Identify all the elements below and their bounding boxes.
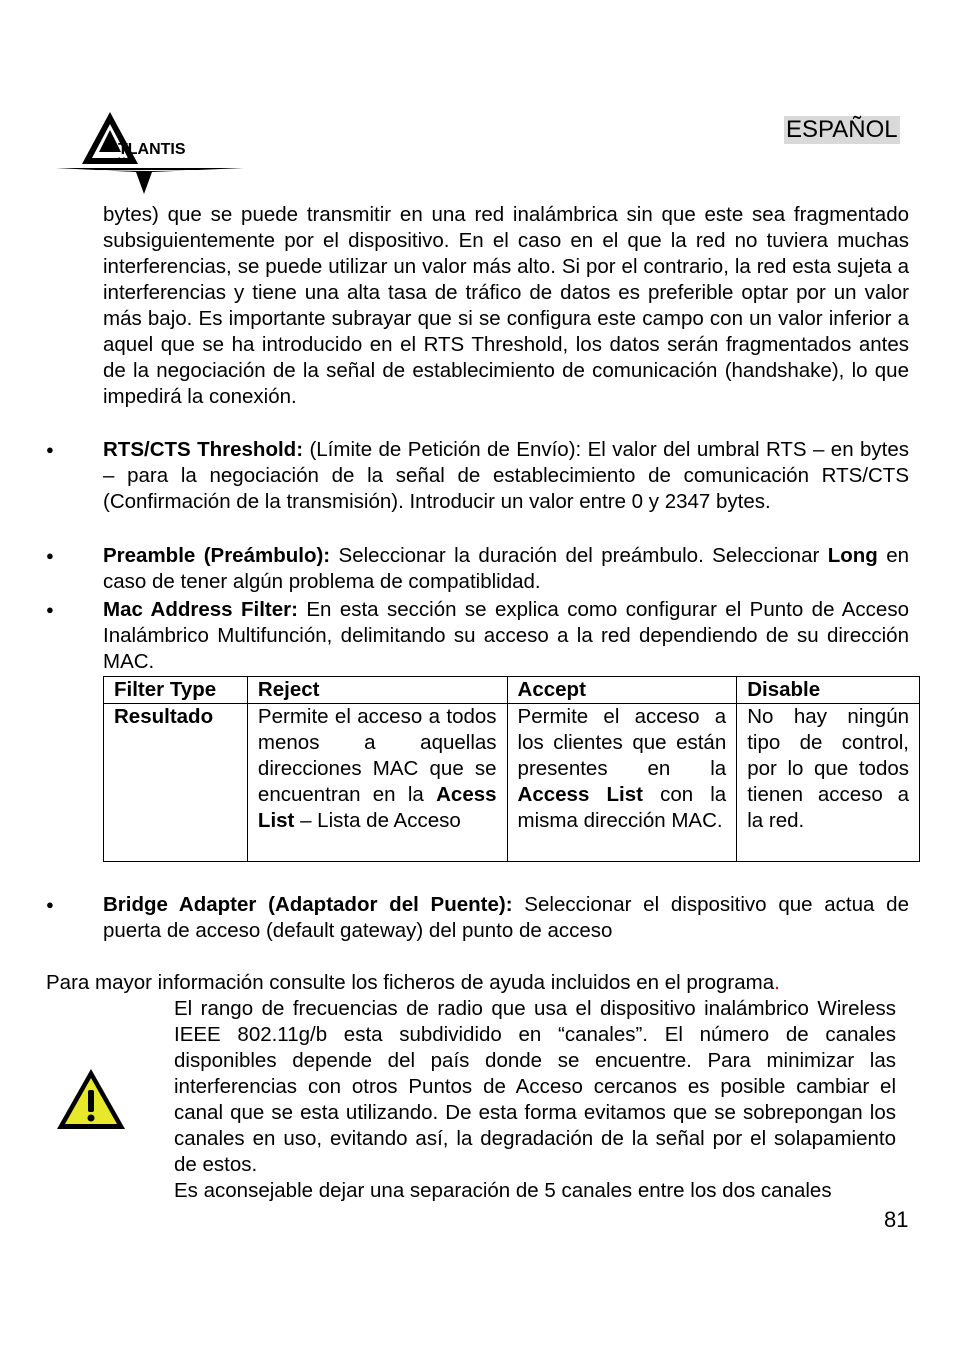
bullet-dot: ●	[46, 602, 54, 617]
more-info-text: Para mayor información consulte los ficheros de ayuda incluidos en el programa.	[46, 971, 780, 994]
bullet-dot: ●	[46, 897, 54, 912]
reject-cell: Permite el acceso a todos menos a aquellas direcciones MAC que se encuentran en la Acess List – Lista de Acceso	[247, 704, 507, 862]
table-header: Reject	[247, 677, 507, 704]
bullet-rts-cts: RTS/CTS Threshold: (Límite de Petición de Envío): El valor del umbral RTS – en bytes – para la negociación de la señal de establecimiento de comunicación RTS/CTS (Confirmación de la transmisión). Introducir un valor entre 0 y 2347 bytes.	[103, 438, 909, 513]
table-row	[104, 704, 920, 862]
row-label: Resultado	[104, 704, 248, 862]
filter-table	[103, 676, 920, 862]
note-paragraph: El rango de frecuencias de radio que usa el dispositivo inalámbrico Wireless IEEE 802.11g/b esta subdividido en “canales”. El número de canales disponibles depende del país donde se encuentre. Para minimizar las interferencias con otros Puntos de Acceso cercanos es posible cambiar el canal que se esta utilizando. De esta forma evitamos que se sobrepongan los canales en uso, evitando así, la degradación de la señal por el solapamiento de estos.	[174, 997, 896, 1176]
svg-text:TLANTIS: TLANTIS	[118, 141, 186, 158]
table-header: Filter Type	[104, 677, 248, 704]
table-header: Accept	[507, 677, 737, 704]
bullet-bridge-adapter: Bridge Adapter (Adaptador del Puente): Seleccionar el dispositivo que actua de puerta de acceso (default gateway) del punto de acceso	[103, 893, 909, 942]
disable-cell: No hay ningún tipo de control, por lo que todos tienen acceso a la red.	[737, 704, 920, 862]
page-number: 81	[884, 1207, 909, 1232]
table-header-row	[104, 677, 920, 704]
intro-paragraph: bytes) que se puede transmitir en una red inalámbrica sin que este sea fragmentado subsiguientemente por el dispositivo. En el caso en el que la red no tuviera muchas interferencias, se puede utilizar un valor más alto. Si por el contrario, la red esta sujeta a interferencias y tiene una alta tasa de tráfico de datos es preferible optar por un valor más bajo. Es importante subrayar que si se configura este campo con un valor inferior a aquel que se ha introducido en el RTS Threshold, los datos serán fragmentados antes de la negociación de la señal de establecimiento de comunicación (handshake), lo que impedirá la conexión.	[103, 203, 909, 408]
svg-text:AND: AND	[116, 156, 136, 166]
language-label: ESPAÑOL	[786, 116, 898, 143]
table-header: Disable	[737, 677, 920, 704]
bullet-preamble: Preamble (Preámbulo): Seleccionar la duración del preámbulo. Seleccionar Long en caso de tener algún problema de compatiblidad.	[103, 544, 910, 593]
bullet-dot: ●	[46, 548, 54, 563]
bullet-mac-filter: Mac Address Filter: En esta sección se explica como configurar el Punto de Acceso Inalámbrico Multifunción, delimitando su acceso a la red dependiendo de su dirección MAC.	[103, 598, 909, 673]
warning-icon	[55, 1066, 127, 1132]
atlantis-logo	[52, 108, 248, 198]
accept-cell: Permite el acceso a los clientes que están presentes en la Access List con la misma dirección MAC.	[507, 704, 737, 862]
note-last-line: Es aconsejable dejar una separación de 5 canales entre los dos canales	[174, 1179, 832, 1202]
bullet-dot: ●	[46, 442, 54, 457]
